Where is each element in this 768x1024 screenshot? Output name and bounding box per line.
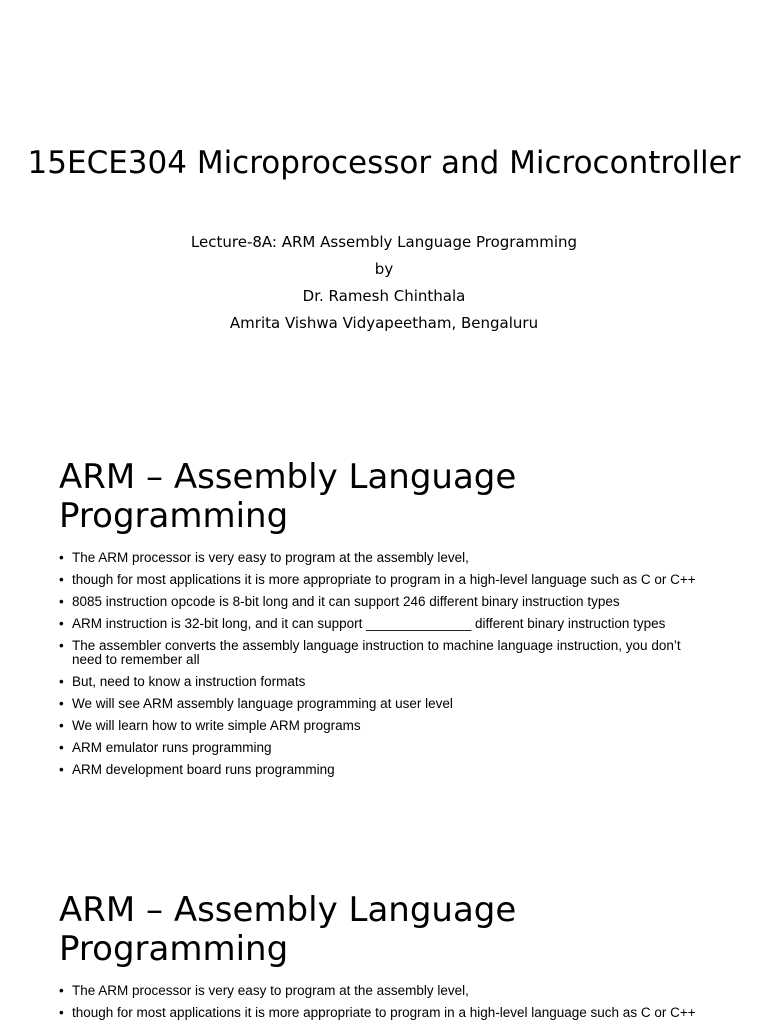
list-item — [59, 763, 699, 777]
list-item — [59, 719, 699, 733]
list-item — [59, 675, 699, 689]
bullet-icon: • — [59, 740, 64, 755]
list-item-text: ARM instruction is 32-bit long, and it can support ______________ different binary instruction types — [72, 616, 666, 631]
list-item-text: The ARM processor is very easy to program at the assembly level, — [72, 550, 469, 565]
slide-title: ARM – Assembly Language Programming — [59, 457, 517, 536]
list-item-text: We will learn how to write simple ARM programs — [72, 718, 361, 733]
list-item-text: The ARM processor is very easy to program at the assembly level, — [72, 983, 469, 998]
bullet-icon: • — [59, 983, 64, 998]
bullet-icon: • — [59, 762, 64, 777]
list-item — [59, 697, 699, 711]
list-item-text: though for most applications it is more appropriate to program in a high-level language such as C or C++ — [72, 1005, 696, 1020]
bullet-icon: • — [59, 594, 64, 609]
course-title: 15ECE304 Microprocessor and Microcontroller — [27, 145, 741, 181]
list-item-text: though for most applications it is more appropriate to program in a high-level language such as C or C++ — [72, 572, 696, 587]
list-item — [59, 741, 699, 755]
list-item — [59, 1006, 699, 1020]
bullet-icon: • — [59, 572, 64, 587]
bullet-icon: • — [59, 674, 64, 689]
list-item-text: ARM development board runs programming — [72, 762, 335, 777]
list-item — [59, 984, 699, 998]
list-item — [59, 639, 699, 667]
bullet-list — [59, 551, 699, 785]
list-item-text: The assembler converts the assembly language instruction to machine language instruction, you don’t need to remember all — [72, 638, 681, 667]
list-item-text: 8085 instruction opcode is 8-bit long and it can support 246 different binary instruction types — [72, 594, 620, 609]
list-item — [59, 573, 699, 587]
bullet-icon: • — [59, 718, 64, 733]
list-item — [59, 617, 699, 631]
list-item-text: We will see ARM assembly language programming at user level — [72, 696, 453, 711]
title-slide — [0, 0, 768, 430]
bullet-icon: • — [59, 1005, 64, 1020]
bullet-icon: • — [59, 696, 64, 711]
author-line: Dr. Ramesh Chinthala — [302, 287, 466, 305]
list-item — [59, 551, 699, 565]
by-line: by — [374, 260, 394, 278]
bullet-list — [59, 984, 699, 1024]
institution-line: Amrita Vishwa Vidyapeetham, Bengaluru — [229, 314, 539, 332]
lecture-line: Lecture-8A: ARM Assembly Language Programming — [190, 233, 578, 251]
title-subtitle-block — [0, 229, 768, 337]
bullet-icon: • — [59, 550, 64, 565]
bullet-icon: • — [59, 638, 64, 653]
list-item-text: ARM emulator runs programming — [72, 740, 272, 755]
list-item-text: But, need to know a instruction formats — [72, 674, 306, 689]
list-item — [59, 595, 699, 609]
bullet-icon: • — [59, 616, 64, 631]
slide-title: ARM – Assembly Language Programming — [59, 890, 517, 969]
